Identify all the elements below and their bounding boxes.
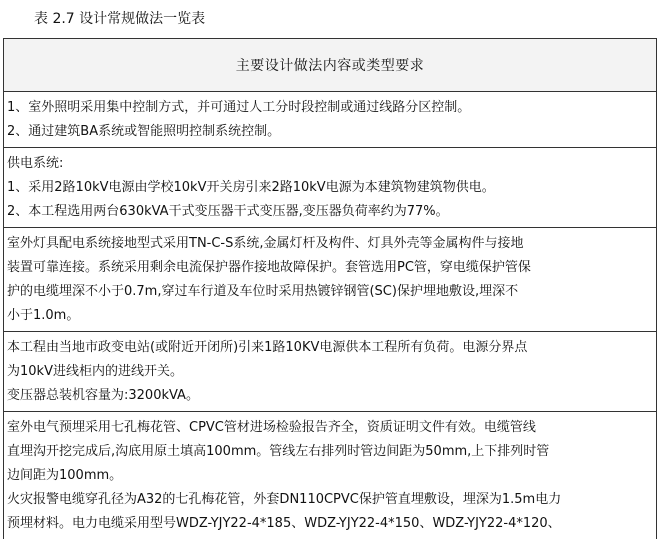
row-text-line: 变压器总装机容量为:3200kVA。 <box>7 388 199 403</box>
row-text-line: 为10kV进线柜内的进线开关。 <box>7 364 183 379</box>
row-text-line: 预埋材料。电力电缆采用型号WDZ-YJY22-4*185、WDZ-YJY22-4*150、WDZ-YJY22-4*120、 <box>7 516 561 531</box>
row-text-line: 1、室外照明采用集中控制方式，并可通过人工分时段控制或通过线路分区控制。 <box>7 100 471 115</box>
table-row <box>3 412 657 539</box>
row-text-line: 2、通过建筑BA系统或智能照明控制系统控制。 <box>7 124 281 139</box>
table-row <box>3 332 657 412</box>
row-text-line: 本工程由当地市政变电站(或附近开闭所)引来1路10KV电源供本工程所有负荷。电源分界点 <box>7 340 528 355</box>
row-text-line: 火灾报警电缆穿孔径为A32的七孔梅花管，外套DN110CPVC保护管直埋敷设，埋深为1.5m电力 <box>7 492 562 507</box>
row-text-line: 装置可靠连接。系统采用剩余电流保护器作接地故障保护。套管选用PC管，穿电缆保护管保 <box>7 260 531 275</box>
design-practice-table <box>3 38 657 539</box>
row-text-line: 小于1.0m。 <box>7 308 80 323</box>
row-text-line: 室外灯具配电系统接地型式采用TN-C-S系统,金属灯杆及构件、灯具外壳等金属构件与接地 <box>7 236 524 251</box>
row-text-line: 边间距为100mm。 <box>7 468 123 483</box>
table-header-label: 主要设计做法内容或类型要求 <box>235 58 425 74</box>
table-row <box>3 92 657 148</box>
row-text-line: 护的电缆埋深不小于0.7m,穿过车行道及车位时采用热镀锌钢管(SC)保护埋地敷设,埋深不 <box>7 284 519 299</box>
table-caption: 表 2.7 设计常规做法一览表 <box>34 11 206 27</box>
row-text-line: 供电系统: <box>7 156 64 171</box>
row-text-line: 1、采用2路10kV电源由学校10kV开关房引来2路10kV电源为本建筑物建筑物供电。 <box>7 180 495 195</box>
table-row <box>3 148 657 228</box>
table-row <box>3 228 657 332</box>
table-header <box>3 39 657 92</box>
row-text-line: 直埋沟开挖完成后,沟底用原土填高100mm。管线左右排列时管边间距为50mm,上下排列时管 <box>7 444 550 459</box>
row-text-line: 2、本工程选用两台630kVA干式变压器干式变压器,变压器负荷率约为77%。 <box>7 204 449 219</box>
row-text-line: 室外电气预埋采用七孔梅花管、CPVC管材进场检验报告齐全，资质证明文件有效。电缆管线 <box>7 420 536 435</box>
